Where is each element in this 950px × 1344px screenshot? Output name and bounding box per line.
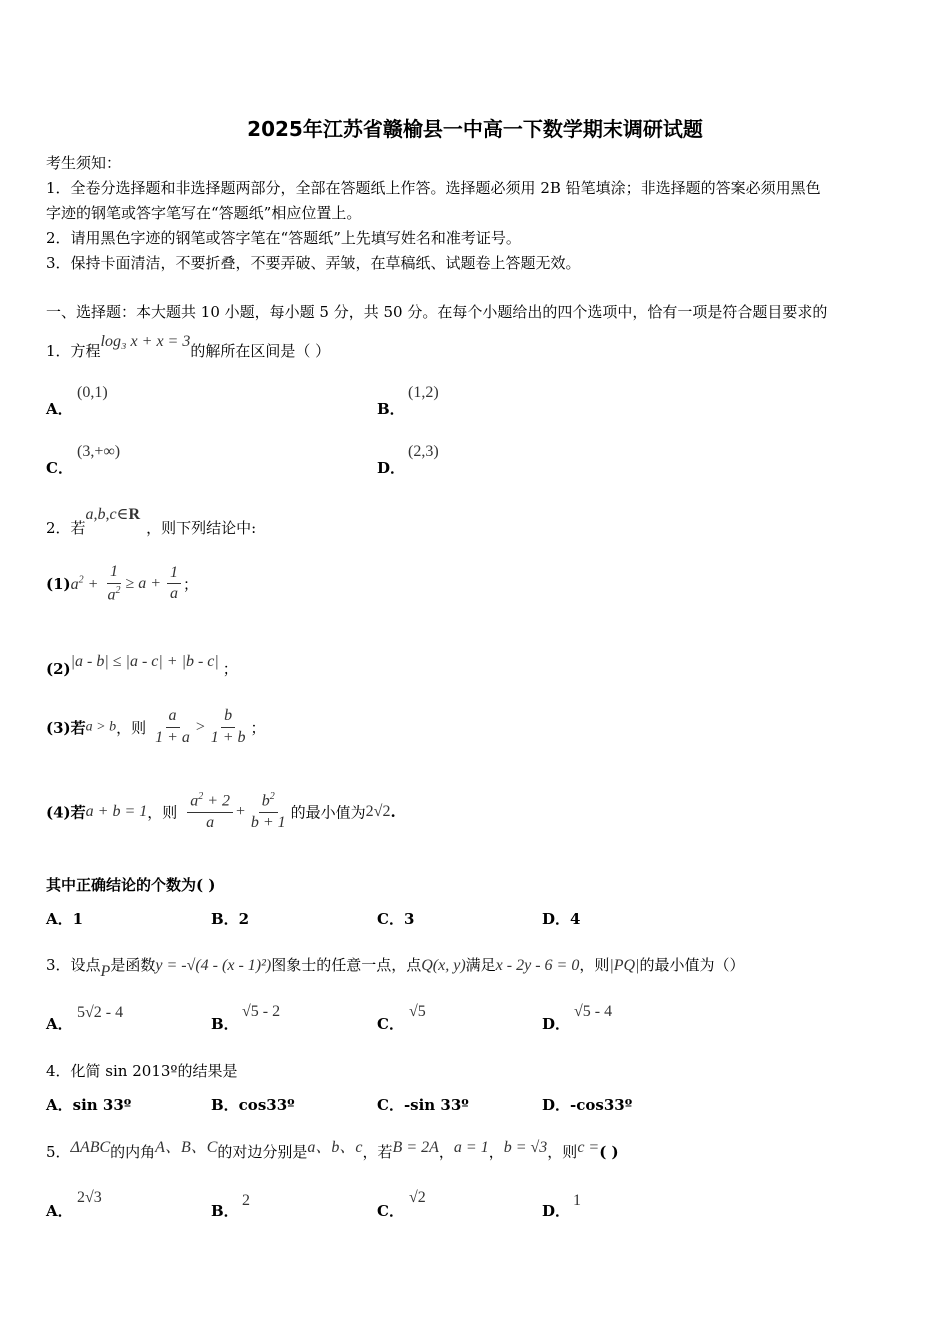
q1-option-b-label: B．: [377, 400, 405, 418]
q2-condition: a,b,c∈R: [85, 506, 141, 523]
q2-option-c[interactable]: C．3: [377, 910, 415, 928]
q2-option-a[interactable]: A．1: [46, 910, 84, 928]
q2-number: 2．若: [46, 519, 86, 537]
q1-option-a-label: A．: [46, 400, 73, 418]
q5-option-d-label: D．: [542, 1202, 571, 1220]
question-4: 4．化简 sin 2013º的结果是: [46, 1062, 238, 1080]
q4-option-a[interactable]: A．sin 33º: [46, 1096, 132, 1114]
q1-number: 1．方程: [46, 342, 101, 360]
notice-line-1b: 字迹的钢笔或答字笔写在“答题纸”相应位置上。: [46, 204, 362, 222]
q3-option-b[interactable]: √5 - 2: [242, 1003, 281, 1020]
q5-option-d[interactable]: 1: [573, 1192, 581, 1209]
q1-option-c-label: C．: [46, 459, 73, 477]
q3-option-c-label: C．: [377, 1015, 404, 1033]
notice-line-3: 3．保持卡面清洁，不要折叠，不要弄破、弄皱，在草稿纸、试题卷上答题无效。: [46, 254, 581, 272]
notice-line-2: 2．请用黑色字迹的钢笔或答字笔在“答题纸”上先填写姓名和准考证号。: [46, 229, 521, 247]
q2-text: ，则下列结论中:: [146, 519, 257, 537]
q1-option-a[interactable]: (0,1): [77, 384, 108, 401]
q1-option-b[interactable]: (1,2): [408, 384, 439, 401]
q1-text: 的解所在区间是（ ）: [190, 342, 331, 360]
q4-option-c[interactable]: C．-sin 33º: [377, 1096, 469, 1114]
question-1: [46, 333, 331, 361]
notice-line-1a: 1．全卷分选择题和非选择题两部分，全部在答题纸上作答。选择题必须用 2B 铅笔填涂；非选择题的答案必须用黑色: [46, 179, 821, 197]
q3-option-d[interactable]: √5 - 4: [574, 1003, 613, 1020]
q1-formula: log₃ x + x = 3: [100, 333, 191, 350]
q3-option-b-label: B．: [211, 1015, 239, 1033]
q3-function: y = -√(4 - (x - 1)²): [155, 957, 272, 974]
q5-option-c-label: C．: [377, 1202, 404, 1220]
q4-option-d[interactable]: D．-cos33º: [542, 1096, 633, 1114]
q5-option-a-label: A．: [46, 1202, 73, 1220]
question-2: [46, 506, 257, 538]
question-3: 3．设点P是函数y = -√(4 - (x - 1)²)图象士的任意一点，点Q(x, y)满足x - 2y - 6 = 0，则|PQ|的最小值为（）: [46, 956, 745, 980]
question-5: 5．ΔABC的内角A、B、C的对边分别是a、b、c，若B = 2A，a = 1，b = √3，则c =( ): [46, 1139, 619, 1161]
q5-option-c[interactable]: √2: [409, 1189, 426, 1206]
q5-option-a[interactable]: 2√3: [77, 1189, 102, 1206]
q2-statement-2: (2)|a - b| ≤ |a - c| + |b - c| ；: [46, 653, 238, 678]
q2-statement-1: $(1)a^2$ + $\frac{1}{a^2}$ ≥ a + $\frac{1}{a}$ ；: [46, 563, 199, 604]
q3-option-c[interactable]: √5: [409, 1003, 426, 1020]
q3-option-a-label: A．: [46, 1015, 73, 1033]
q2-ask: 其中正确结论的个数为( ): [46, 876, 216, 894]
q1-option-c[interactable]: (3,+∞): [77, 443, 121, 460]
q2-statement-4: (4)若a + b = 1，则 $\frac{a^2 + 2}{a}$ + $\frac{b^2}{b + 1}$ 的最小值为2√2.: [46, 791, 396, 832]
section-heading: 一、选择题：本大题共 10 小题，每小题 5 分，共 50 分。在每个小题给出的四个选项中，恰有一项是符合题目要求的: [46, 303, 828, 321]
q4-option-b[interactable]: B．cos33º: [211, 1096, 295, 1114]
q5-option-b-label: B．: [211, 1202, 239, 1220]
q3-option-d-label: D．: [542, 1015, 571, 1033]
q3-option-a[interactable]: 5√2 - 4: [77, 1004, 124, 1021]
q2-statement-3: (3)若a > b，则 $\frac{a}{1 + a}$ > $\frac{b}{1 + b}$ ；: [46, 707, 266, 746]
q2-option-d[interactable]: D．4: [542, 910, 581, 928]
q1-option-d-label: D．: [377, 459, 406, 477]
notice-heading: 考生须知：: [46, 154, 122, 172]
q5-option-b[interactable]: 2: [242, 1192, 250, 1209]
q2-option-b[interactable]: B．2: [211, 910, 250, 928]
page-title: 2025年江苏省赣榆县一中高一下数学期末调研试题: [247, 117, 703, 141]
q1-option-d[interactable]: (2,3): [408, 443, 439, 460]
